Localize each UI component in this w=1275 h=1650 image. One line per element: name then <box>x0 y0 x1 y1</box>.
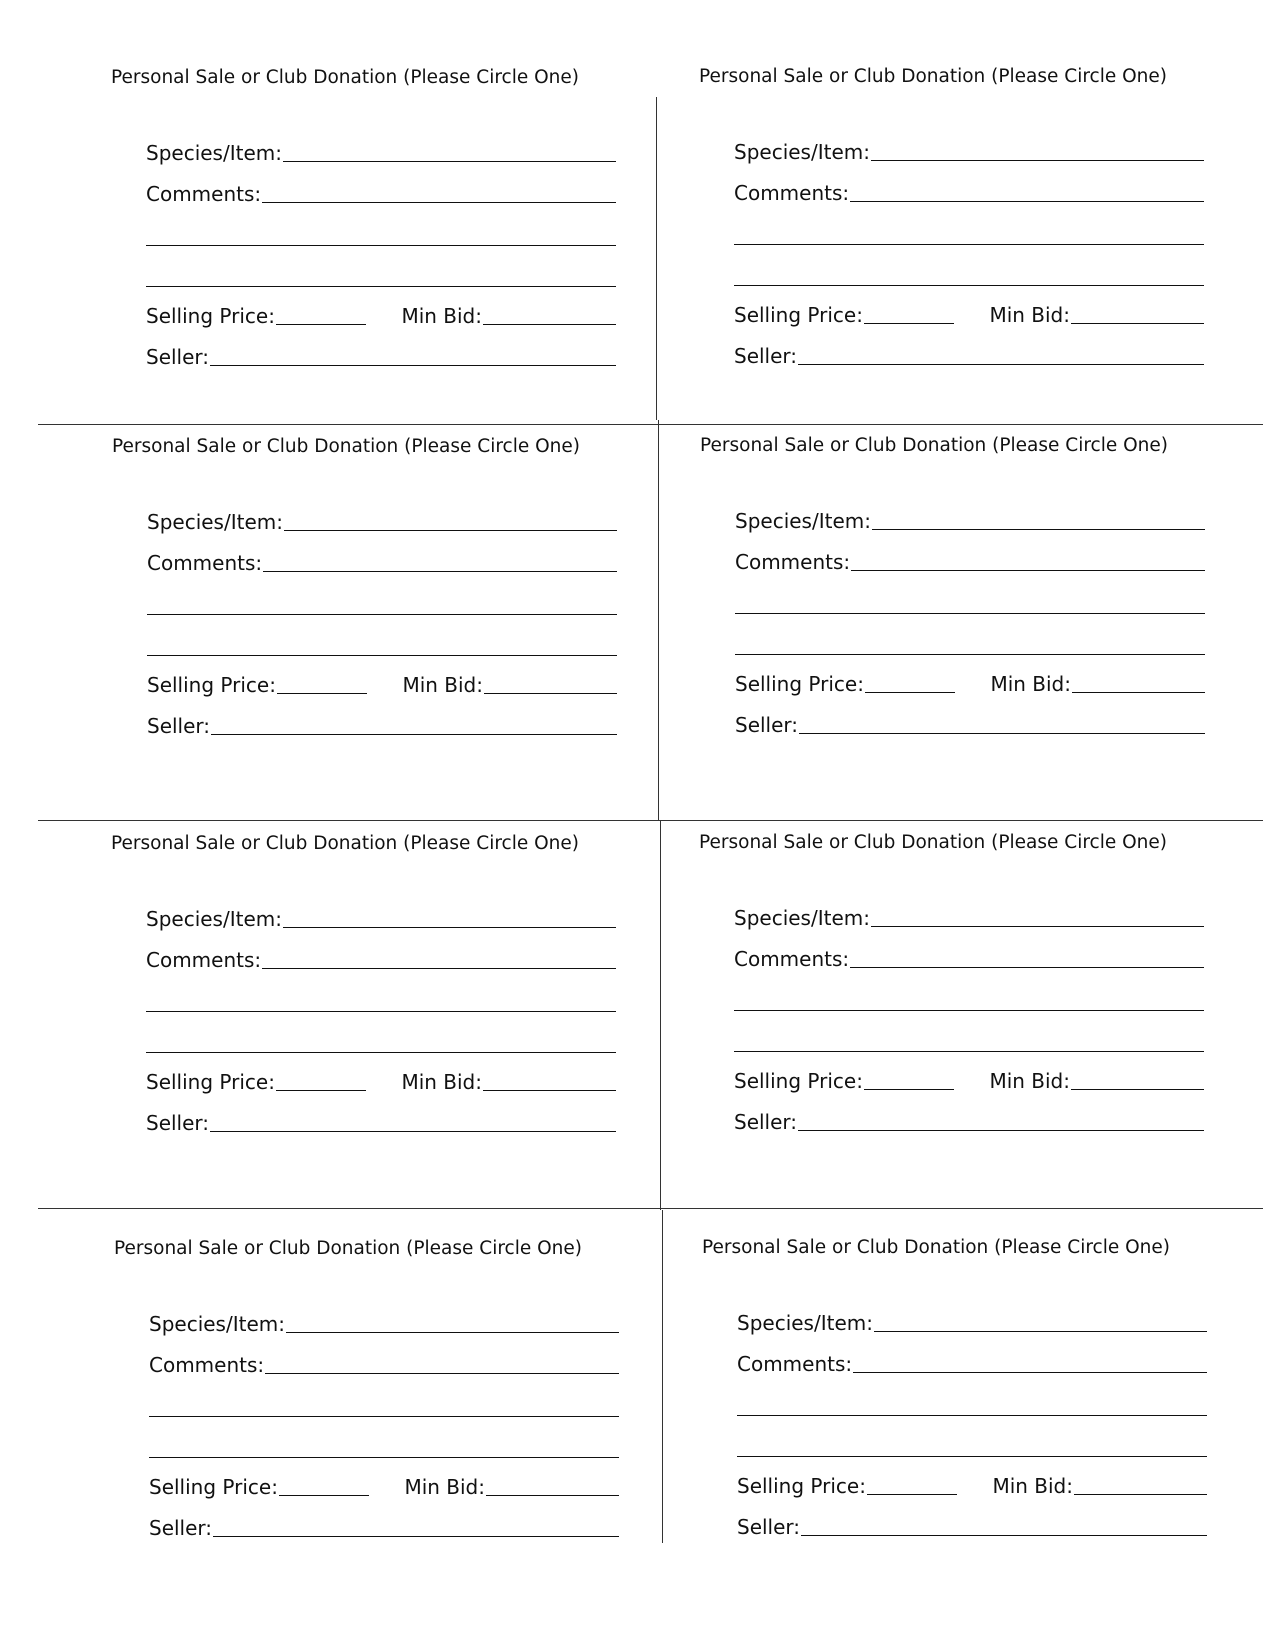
species-blank[interactable] <box>286 1332 619 1333</box>
species-field[interactable] <box>734 904 1204 930</box>
comments-blank[interactable] <box>262 202 616 203</box>
comments-field[interactable] <box>735 548 1205 574</box>
min-bid-blank[interactable] <box>1071 1089 1204 1090</box>
min-bid-label: Min Bid: <box>402 673 483 697</box>
comments-blank-line[interactable] <box>146 286 616 287</box>
auction-card <box>111 67 671 427</box>
seller-blank[interactable] <box>210 365 616 366</box>
row-divider-3 <box>38 1208 1263 1209</box>
seller-field[interactable] <box>734 1108 1204 1134</box>
min-bid-label: Min Bid: <box>990 672 1071 696</box>
selling-price-label: Selling Price: <box>147 673 276 697</box>
comments-field[interactable] <box>734 945 1204 971</box>
seller-blank[interactable] <box>801 1535 1207 1536</box>
auction-card <box>699 832 1259 1192</box>
species-label: Species/Item: <box>149 1312 285 1336</box>
comments-blank-line[interactable] <box>737 1415 1207 1416</box>
comments-label: Comments: <box>147 551 263 575</box>
card-title: Personal Sale or Club Donation (Please Circle One) <box>112 436 581 457</box>
selling-price-label: Selling Price: <box>734 303 863 327</box>
seller-blank[interactable] <box>210 1131 616 1132</box>
card-title: Personal Sale or Club Donation (Please Circle One) <box>702 1237 1171 1258</box>
comments-blank-line[interactable] <box>734 1010 1204 1011</box>
seller-label: Seller: <box>734 344 798 368</box>
min-bid-label: Min Bid: <box>401 304 482 328</box>
min-bid-field[interactable] <box>401 1070 616 1094</box>
seller-label: Seller: <box>735 713 799 737</box>
comments-blank-line[interactable] <box>734 244 1204 245</box>
comments-field[interactable] <box>734 179 1204 205</box>
species-field[interactable] <box>734 138 1204 164</box>
comments-label: Comments: <box>737 1352 853 1376</box>
auction-card <box>702 1237 1262 1597</box>
seller-label: Seller: <box>149 1516 213 1540</box>
species-label: Species/Item: <box>146 141 282 165</box>
min-bid-field[interactable] <box>404 1475 619 1499</box>
seller-field[interactable] <box>149 1514 619 1540</box>
comments-blank-line[interactable] <box>734 285 1204 286</box>
species-label: Species/Item: <box>735 509 871 533</box>
min-bid-field[interactable] <box>989 1069 1204 1093</box>
card-title: Personal Sale or Club Donation (Please Circle One) <box>111 67 580 88</box>
seller-blank[interactable] <box>211 734 617 735</box>
species-field[interactable] <box>146 905 616 931</box>
seller-blank[interactable] <box>798 1130 1204 1131</box>
selling-price-label: Selling Price: <box>737 1474 866 1498</box>
selling-price-blank[interactable] <box>276 324 366 325</box>
selling-price-field[interactable] <box>737 1474 957 1498</box>
seller-field[interactable] <box>147 712 617 738</box>
species-label: Species/Item: <box>734 906 870 930</box>
seller-field[interactable] <box>146 1109 616 1135</box>
species-blank[interactable] <box>284 530 617 531</box>
comments-field[interactable] <box>147 549 617 575</box>
selling-price-field[interactable] <box>147 673 367 697</box>
comments-blank-line[interactable] <box>147 655 617 656</box>
price-row <box>734 301 1204 327</box>
comments-field[interactable] <box>737 1350 1207 1376</box>
comments-blank[interactable] <box>263 571 617 572</box>
seller-field[interactable] <box>146 343 616 369</box>
price-row <box>147 671 617 697</box>
card-title: Personal Sale or Club Donation (Please Circle One) <box>111 833 580 854</box>
card-title: Personal Sale or Club Donation (Please Circle One) <box>699 66 1168 87</box>
comments-blank-line[interactable] <box>146 1011 616 1012</box>
comments-field[interactable] <box>146 180 616 206</box>
selling-price-blank[interactable] <box>276 1090 366 1091</box>
comments-label: Comments: <box>735 550 851 574</box>
comments-blank-line[interactable] <box>734 1051 1204 1052</box>
selling-price-blank[interactable] <box>864 323 954 324</box>
selling-price-blank[interactable] <box>865 692 955 693</box>
selling-price-blank[interactable] <box>867 1494 957 1495</box>
comments-blank[interactable] <box>850 201 1204 202</box>
min-bid-blank[interactable] <box>483 1090 616 1091</box>
species-label: Species/Item: <box>147 510 283 534</box>
comments-blank[interactable] <box>851 570 1205 571</box>
seller-blank[interactable] <box>213 1536 619 1537</box>
seller-blank[interactable] <box>798 364 1204 365</box>
species-field[interactable] <box>147 508 617 534</box>
comments-label: Comments: <box>734 947 850 971</box>
selling-price-field[interactable] <box>734 1069 954 1093</box>
seller-field[interactable] <box>735 711 1205 737</box>
comments-field[interactable] <box>149 1351 619 1377</box>
selling-price-field[interactable] <box>149 1475 369 1499</box>
comments-blank-line[interactable] <box>146 1052 616 1053</box>
seller-label: Seller: <box>734 1110 798 1134</box>
comments-blank-line[interactable] <box>735 613 1205 614</box>
min-bid-field[interactable] <box>992 1474 1207 1498</box>
min-bid-label: Min Bid: <box>989 303 1070 327</box>
auction-card <box>112 436 672 796</box>
min-bid-field[interactable] <box>989 303 1204 327</box>
seller-field[interactable] <box>737 1513 1207 1539</box>
selling-price-blank[interactable] <box>277 693 367 694</box>
comments-label: Comments: <box>734 181 850 205</box>
species-label: Species/Item: <box>737 1311 873 1335</box>
price-row <box>146 1068 616 1094</box>
comments-blank-line[interactable] <box>149 1416 619 1417</box>
comments-blank[interactable] <box>265 1373 619 1374</box>
seller-blank[interactable] <box>799 733 1205 734</box>
auction-card <box>700 435 1260 795</box>
auction-card <box>114 1238 674 1598</box>
min-bid-label: Min Bid: <box>404 1475 485 1499</box>
comments-blank-line[interactable] <box>146 245 616 246</box>
species-blank[interactable] <box>871 160 1204 161</box>
species-blank[interactable] <box>872 529 1205 530</box>
comments-field[interactable] <box>146 946 616 972</box>
comments-blank-line[interactable] <box>149 1457 619 1458</box>
min-bid-blank[interactable] <box>484 693 617 694</box>
selling-price-field[interactable] <box>735 672 955 696</box>
min-bid-label: Min Bid: <box>401 1070 482 1094</box>
selling-price-blank[interactable] <box>279 1495 369 1496</box>
selling-price-label: Selling Price: <box>149 1475 278 1499</box>
comments-label: Comments: <box>149 1353 265 1377</box>
selling-price-blank[interactable] <box>864 1089 954 1090</box>
comments-blank[interactable] <box>262 968 616 969</box>
comments-blank-line[interactable] <box>737 1456 1207 1457</box>
species-field[interactable] <box>735 507 1205 533</box>
price-row <box>735 670 1205 696</box>
comments-blank-line[interactable] <box>735 654 1205 655</box>
price-row <box>737 1472 1207 1498</box>
selling-price-field[interactable] <box>146 304 366 328</box>
min-bid-blank[interactable] <box>1074 1494 1207 1495</box>
seller-field[interactable] <box>734 342 1204 368</box>
min-bid-label: Min Bid: <box>992 1474 1073 1498</box>
selling-price-label: Selling Price: <box>734 1069 863 1093</box>
selling-price-field[interactable] <box>734 303 954 327</box>
card-title: Personal Sale or Club Donation (Please Circle One) <box>699 832 1168 853</box>
card-title: Personal Sale or Club Donation (Please Circle One) <box>114 1238 583 1259</box>
species-blank[interactable] <box>283 161 616 162</box>
card-title: Personal Sale or Club Donation (Please Circle One) <box>700 435 1169 456</box>
min-bid-label: Min Bid: <box>989 1069 1070 1093</box>
row-divider-2 <box>38 820 1263 821</box>
price-row <box>734 1067 1204 1093</box>
seller-label: Seller: <box>147 714 211 738</box>
auction-card <box>699 66 1259 426</box>
species-label: Species/Item: <box>734 140 870 164</box>
seller-label: Seller: <box>146 1111 210 1135</box>
seller-label: Seller: <box>146 345 210 369</box>
min-bid-blank[interactable] <box>483 324 616 325</box>
comments-blank-line[interactable] <box>147 614 617 615</box>
species-field[interactable] <box>737 1309 1207 1335</box>
min-bid-field[interactable] <box>402 673 617 697</box>
species-blank[interactable] <box>871 926 1204 927</box>
seller-label: Seller: <box>737 1515 801 1539</box>
min-bid-field[interactable] <box>990 672 1205 696</box>
selling-price-label: Selling Price: <box>146 1070 275 1094</box>
selling-price-label: Selling Price: <box>146 304 275 328</box>
min-bid-blank[interactable] <box>1072 692 1205 693</box>
species-field[interactable] <box>146 139 616 165</box>
min-bid-field[interactable] <box>401 304 616 328</box>
selling-price-field[interactable] <box>146 1070 366 1094</box>
auction-card <box>111 833 671 1193</box>
selling-price-label: Selling Price: <box>735 672 864 696</box>
species-blank[interactable] <box>283 927 616 928</box>
comments-blank[interactable] <box>850 967 1204 968</box>
comments-label: Comments: <box>146 948 262 972</box>
min-bid-blank[interactable] <box>486 1495 619 1496</box>
price-row <box>149 1473 619 1499</box>
species-blank[interactable] <box>874 1331 1207 1332</box>
comments-blank[interactable] <box>853 1372 1207 1373</box>
price-row <box>146 302 616 328</box>
species-label: Species/Item: <box>146 907 282 931</box>
species-field[interactable] <box>149 1310 619 1336</box>
min-bid-blank[interactable] <box>1071 323 1204 324</box>
comments-label: Comments: <box>146 182 262 206</box>
